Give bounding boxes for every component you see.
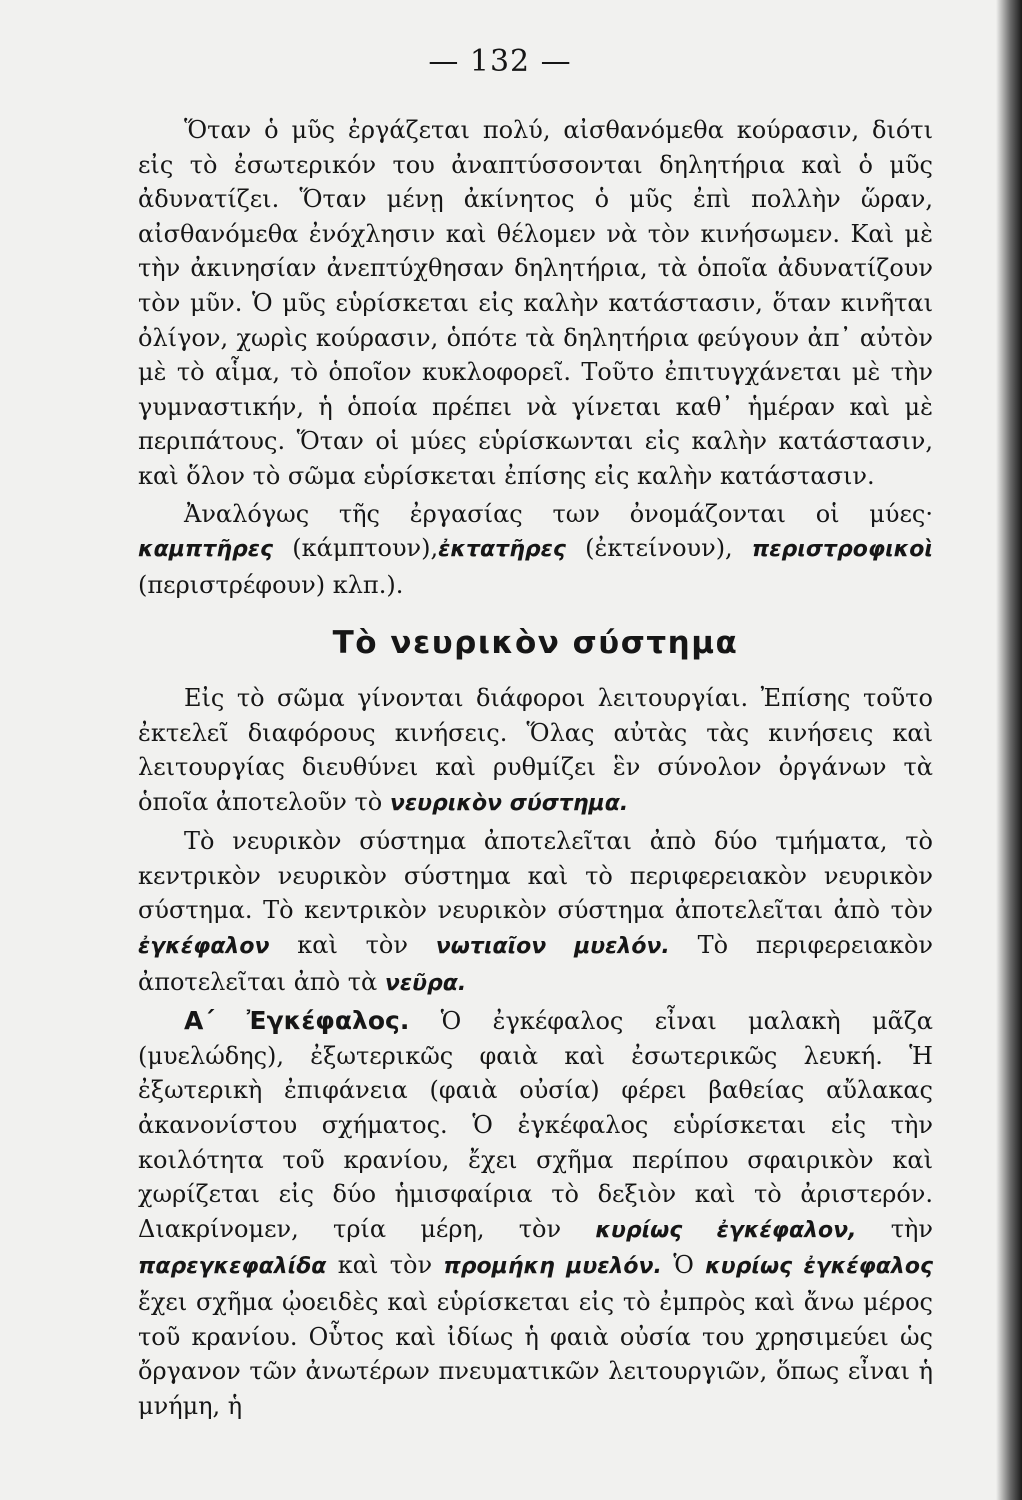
- paragraph-nervous-system-intro: [138, 681, 933, 821]
- term-cerebellum: παρεγκεφαλίδα: [138, 1254, 327, 1280]
- parts-text-1: Τὸ νευρικὸν σύστημα ἀποτελεῖται ἀπὸ δύο τμήματα, τὸ κεντρικὸν νευρικὸν σύστημα καὶ τὸ περιφερειακὸν νευρικὸν σύστημα. Τὸ κεντρικὸν νευρικὸν σύστημα ἀποτελεῖται ἀπὸ τὸν: [138, 827, 933, 925]
- brain-text-3: καὶ τὸν: [337, 1251, 433, 1280]
- brain-text-1: Ὁ ἐγκέφαλος εἶναι μαλακὴ μᾶζα (μυελώδης), ἐξωτερικῶς φαιὰ καὶ ἐσωτερικῶς λευκή. Ἡ ἐξωτερικὴ ἐπιφάνεια (φαιὰ οὐσία) φέρει βαθείας αὔλακας ἀκανονίστου σχήματος. Ὁ ἐγκέφαλος εὑρίσκεται εἰς τὴν κοιλότητα τοῦ κρανίου, ἔχει σχῆμα περίπου σφαιρικὸν καὶ χωρίζεται εἰς δύο ἡμισφαίρια τὸ δεξιὸν καὶ τὸ ἀριστερόν. Διακρίνομεν, τρία μέρη, τὸν: [138, 1007, 933, 1243]
- term-brain: ἐγκέφαλον: [138, 934, 270, 960]
- brain-text-2: τὴν: [890, 1214, 933, 1243]
- paragraph-nervous-system-parts: [138, 824, 933, 1001]
- page-body: [138, 113, 933, 1423]
- term-spinal-cord: νωτιαῖον μυελόν.: [435, 934, 670, 960]
- term-rotators: περιστροφικοὶ: [751, 537, 933, 563]
- gloss-rotators: (περιστρέφουν) κλπ.).: [138, 570, 404, 599]
- term-cerebrum: κυρίως ἐγκέφαλον,: [595, 1217, 857, 1243]
- paragraph-brain: [138, 1004, 933, 1423]
- section-heading-nervous-system: Τὸ νευρικὸν σύστημα: [332, 625, 739, 662]
- paragraph-muscle-fatigue: Ὅταν ὁ μῦς ἐργάζεται πολύ, αἰσθανόμεθα κούρασιν, διότι εἰς τὸ ἐσωτερικόν του ἀναπτύσσονται δηλητήρια καὶ ὁ μῦς ἀδυνατίζει. Ὅταν μένῃ ἀκίνητος ὁ μῦς ἐπὶ πολλὴν ὥραν, αἰσθανόμεθα ἐνόχλησιν καὶ θέλομεν νὰ τὸν κινήσωμεν. Καὶ μὲ τὴν ἀκινησίαν ἀνεπτύχθησαν δηλητήρια, τὰ ὁποῖα ἀδυνατίζουν τὸν μῦν. Ὁ μῦς εὑρίσκεται εἰς καλὴν κατάστασιν, ὅταν κινῆται ὀλίγον, χωρὶς κούρασιν, ὁπότε τὰ δηλητήρια φεύγουν ἀπ᾿ αὐτὸν μὲ τὸ αἷμα, τὸ ὁποῖον κυκλοφορεῖ. Τοῦτο ἐπιτυγχάνεται μὲ τὴν γυμναστικήν, ἡ ὁποία πρέπει νὰ γίνεται καθ᾿ ἡμέραν καὶ μὲ περιπάτους. Ὅταν οἱ μύες εὑρίσκωνται εἰς καλὴν κατάστασιν, καὶ ὅλον τὸ σῶμα εὑρίσκεται ἐπίσης εἰς καλὴν κατάστασιν.: [138, 116, 933, 490]
- muscle-types-intro: Ἀναλόγως τῆς ἐργασίας των ὀνομάζονται οἱ μύες·: [184, 499, 933, 528]
- brain-text-4: Ὁ: [673, 1251, 694, 1280]
- gloss-extensors: (ἐκτείνουν),: [585, 534, 733, 563]
- parts-text-2: καὶ τὸν: [297, 931, 408, 960]
- page-edge-shadow: [996, 0, 1022, 1500]
- gloss-flexors: (κάμπτουν),: [292, 534, 439, 563]
- term-cerebrum-proper: κυρίως ἐγκέφαλος: [705, 1254, 933, 1280]
- term-flexors: καμπτῆρες: [138, 537, 274, 563]
- paragraph-muscle-types: [138, 497, 933, 603]
- page-number: — 132 —: [428, 44, 572, 79]
- subheading-brain: Α΄ Ἐγκέφαλος.: [184, 1006, 410, 1036]
- term-medulla: προμήκη μυελόν.: [443, 1254, 662, 1280]
- term-nerves: νεῦρα.: [384, 970, 467, 996]
- term-extensors: ἐκτατῆρες: [438, 537, 566, 563]
- brain-text-5: ἔχει σχῆμα ᾠοειδὲς καὶ εὑρίσκεται εἰς τὸ ἐμπρὸς καὶ ἄνω μέρος τοῦ κρανίου. Οὗτος καὶ ἰδίως ἡ φαιὰ οὐσία του χρησιμεύει ὡς ὄργανον τῶν ἀνωτέρων πνευματικῶν λειτουργιῶν, ὅπως εἶναι ἡ μνήμη, ἡ: [138, 1288, 933, 1420]
- term-nervous-system: νευρικὸν σύστημα.: [389, 790, 629, 816]
- parts-text-3: Τὸ περιφερειακὸν ἀποτελεῖται ἀπὸ τὰ: [138, 931, 933, 996]
- nervous-intro-text: Εἰς τὸ σῶμα γίνονται διάφοροι λειτουργίαι. Ἐπίσης τοῦτο ἐκτελεῖ διαφόρους κινήσεις. Ὅλας αὐτὰς τὰς κινήσεις καὶ λειτουργίας διευθύνει καὶ ρυθμίζει ἓν σύνολον ὀργάνων τὰ ὁποῖα ἀποτελοῦν τὸ: [138, 683, 933, 816]
